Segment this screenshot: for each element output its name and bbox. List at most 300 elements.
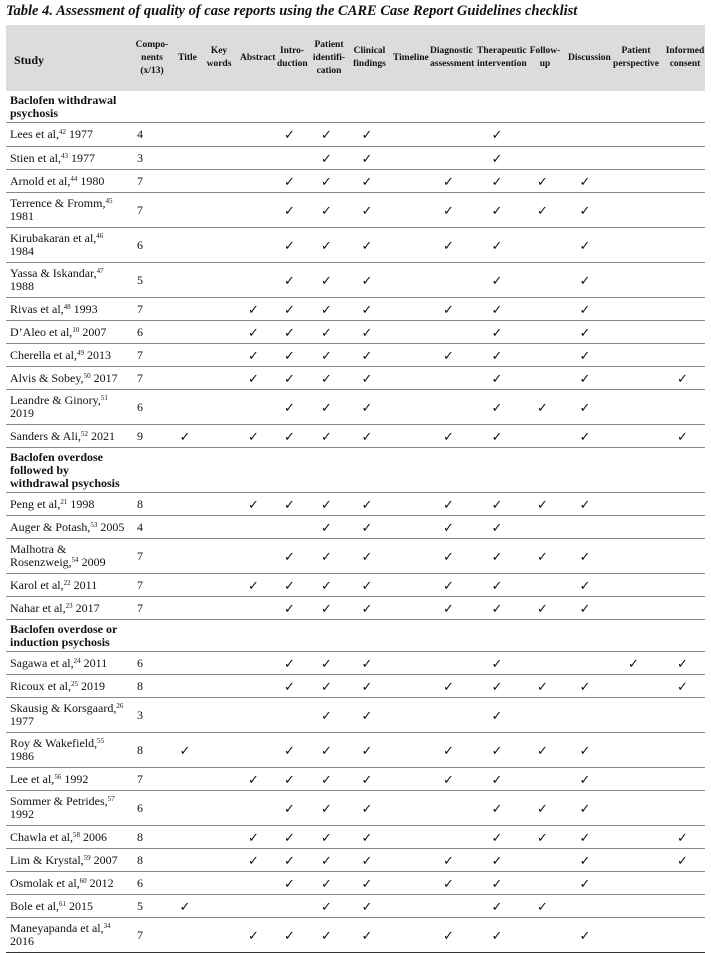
empty-cell: [607, 390, 660, 425]
check-mark-icon: ✓: [307, 675, 346, 698]
empty-cell: [522, 298, 563, 321]
check-mark-icon: ✓: [307, 170, 346, 193]
study-author: Terrence & Fromm,: [10, 196, 106, 210]
study-year: 1986: [10, 736, 108, 763]
check-mark-icon: ✓: [425, 493, 472, 516]
col-header-timeline: Timeline: [388, 25, 425, 91]
check-mark-icon: ✓: [346, 826, 388, 849]
empty-cell: [607, 733, 660, 768]
empty-cell: [607, 228, 660, 263]
empty-cell: [607, 895, 660, 918]
empty-cell: [660, 390, 705, 425]
empty-cell: [388, 768, 425, 791]
empty-cell: [388, 574, 425, 597]
check-mark-icon: ✓: [472, 849, 522, 872]
study-year: 2013: [83, 347, 111, 362]
check-mark-icon: ✓: [425, 733, 472, 768]
check-mark-icon: ✓: [660, 675, 705, 698]
empty-cell: [660, 872, 705, 895]
check-mark-icon: ✓: [307, 597, 346, 620]
empty-cell: [172, 263, 198, 298]
empty-cell: [198, 733, 235, 768]
empty-cell: [235, 698, 272, 733]
check-mark-icon: ✓: [272, 652, 307, 675]
empty-cell: [563, 516, 607, 539]
check-mark-icon: ✓: [472, 228, 522, 263]
study-cell: [6, 321, 127, 344]
empty-cell: [172, 493, 198, 516]
check-mark-icon: ✓: [346, 123, 388, 147]
check-mark-icon: ✓: [307, 733, 346, 768]
empty-cell: [607, 872, 660, 895]
empty-cell: [563, 123, 607, 147]
study-year: 1977: [65, 127, 93, 141]
empty-cell: [425, 147, 472, 170]
empty-cell: [235, 516, 272, 539]
check-mark-icon: ✓: [172, 425, 198, 448]
check-mark-icon: ✓: [346, 321, 388, 344]
table-row: [6, 298, 705, 321]
check-mark-icon: ✓: [563, 574, 607, 597]
components-count: 3: [127, 147, 172, 170]
check-mark-icon: ✓: [272, 539, 307, 574]
study-cell: [6, 574, 127, 597]
empty-cell: [172, 123, 198, 147]
check-mark-icon: ✓: [563, 768, 607, 791]
check-mark-icon: ✓: [307, 849, 346, 872]
check-mark-icon: ✓: [522, 193, 563, 228]
empty-cell: [522, 918, 563, 953]
study-year: 2015: [65, 898, 93, 913]
empty-cell: [235, 147, 272, 170]
check-mark-icon: ✓: [307, 298, 346, 321]
reference-number: 57: [107, 795, 115, 803]
col-header-follow-up: Follow-up: [522, 25, 563, 91]
check-mark-icon: ✓: [307, 768, 346, 791]
reference-number: 47: [96, 267, 104, 275]
empty-cell: [235, 539, 272, 574]
check-mark-icon: ✓: [307, 539, 346, 574]
check-mark-icon: ✓: [472, 652, 522, 675]
study-author: Maneyapanda et al,: [10, 921, 104, 935]
components-count: 6: [127, 652, 172, 675]
col-header-informed-consent: Informed consent: [660, 25, 705, 91]
components-count: 8: [127, 826, 172, 849]
table-row: [6, 147, 705, 170]
table-row: [6, 425, 705, 448]
reference-number: 26: [116, 702, 124, 710]
check-mark-icon: ✓: [346, 872, 388, 895]
empty-cell: [172, 193, 198, 228]
empty-cell: [172, 918, 198, 953]
check-mark-icon: ✓: [425, 425, 472, 448]
study-year: 2017: [72, 600, 100, 615]
check-mark-icon: ✓: [272, 390, 307, 425]
empty-cell: [522, 698, 563, 733]
study-cell: [6, 539, 127, 574]
table-row: [6, 733, 705, 768]
empty-cell: [563, 652, 607, 675]
empty-cell: [198, 390, 235, 425]
empty-cell: [522, 344, 563, 367]
empty-cell: [272, 147, 307, 170]
empty-cell: [660, 170, 705, 193]
check-mark-icon: ✓: [346, 298, 388, 321]
check-mark-icon: ✓: [563, 539, 607, 574]
study-author: Osmolak et al,: [10, 875, 80, 890]
empty-cell: [607, 147, 660, 170]
table-row: [6, 597, 705, 620]
empty-cell: [522, 872, 563, 895]
components-count: 3: [127, 698, 172, 733]
table-row: [6, 675, 705, 698]
empty-cell: [660, 768, 705, 791]
empty-cell: [425, 390, 472, 425]
section-spacer: [127, 620, 705, 652]
components-count: 7: [127, 597, 172, 620]
empty-cell: [563, 698, 607, 733]
empty-cell: [172, 768, 198, 791]
empty-cell: [172, 597, 198, 620]
reference-number: 61: [58, 899, 66, 908]
components-count: 8: [127, 493, 172, 516]
check-mark-icon: ✓: [522, 170, 563, 193]
check-mark-icon: ✓: [235, 918, 272, 953]
check-mark-icon: ✓: [425, 872, 472, 895]
empty-cell: [198, 147, 235, 170]
check-mark-icon: ✓: [563, 849, 607, 872]
empty-cell: [425, 698, 472, 733]
check-mark-icon: ✓: [425, 768, 472, 791]
check-mark-icon: ✓: [307, 193, 346, 228]
study-author: Lee et al,: [10, 771, 55, 786]
empty-cell: [388, 170, 425, 193]
empty-cell: [425, 895, 472, 918]
empty-cell: [172, 652, 198, 675]
empty-cell: [388, 344, 425, 367]
empty-cell: [660, 574, 705, 597]
components-count: 6: [127, 872, 172, 895]
empty-cell: [172, 872, 198, 895]
study-year: 1981: [10, 196, 116, 223]
check-mark-icon: ✓: [563, 367, 607, 390]
reference-number: 34: [103, 922, 111, 930]
check-mark-icon: ✓: [472, 193, 522, 228]
check-mark-icon: ✓: [563, 597, 607, 620]
check-mark-icon: ✓: [425, 849, 472, 872]
check-mark-icon: ✓: [563, 733, 607, 768]
study-cell: [6, 516, 127, 539]
check-mark-icon: ✓: [307, 516, 346, 539]
empty-cell: [388, 228, 425, 263]
empty-cell: [522, 263, 563, 298]
components-count: 6: [127, 228, 172, 263]
check-mark-icon: ✓: [425, 344, 472, 367]
empty-cell: [660, 698, 705, 733]
reference-number: 60: [79, 876, 87, 885]
empty-cell: [198, 170, 235, 193]
study-author: Malhotra & Rosenzweig,: [10, 542, 72, 569]
check-mark-icon: ✓: [563, 390, 607, 425]
study-author: Sommer & Petrides,: [10, 794, 108, 808]
empty-cell: [660, 516, 705, 539]
check-mark-icon: ✓: [472, 170, 522, 193]
check-mark-icon: ✓: [235, 826, 272, 849]
reference-number: 24: [73, 656, 81, 665]
study-year: 2005: [97, 519, 125, 534]
check-mark-icon: ✓: [472, 791, 522, 826]
empty-cell: [607, 344, 660, 367]
empty-cell: [235, 652, 272, 675]
table-caption: Table 4. Assessment of quality of case reports using the CARE Case Report Guidelines checklist: [6, 3, 578, 19]
check-mark-icon: ✓: [272, 826, 307, 849]
components-count: 7: [127, 344, 172, 367]
check-mark-icon: ✓: [425, 193, 472, 228]
reference-number: 45: [105, 197, 113, 205]
check-mark-icon: ✓: [307, 895, 346, 918]
empty-cell: [607, 539, 660, 574]
header-row: [6, 25, 705, 91]
empty-cell: [172, 344, 198, 367]
check-mark-icon: ✓: [346, 539, 388, 574]
study-cell: [6, 425, 127, 448]
check-mark-icon: ✓: [346, 390, 388, 425]
empty-cell: [522, 652, 563, 675]
check-mark-icon: ✓: [235, 344, 272, 367]
reference-number: 59: [83, 853, 91, 862]
check-mark-icon: ✓: [563, 872, 607, 895]
empty-cell: [198, 597, 235, 620]
empty-cell: [172, 675, 198, 698]
section-title: Baclofen overdose or induction psychosis: [6, 620, 127, 652]
check-mark-icon: ✓: [346, 516, 388, 539]
study-year: 2016: [10, 921, 114, 948]
check-mark-icon: ✓: [307, 791, 346, 826]
check-mark-icon: ✓: [472, 516, 522, 539]
col-header-patient-perspective: Patient perspective: [607, 25, 660, 91]
check-mark-icon: ✓: [522, 539, 563, 574]
components-count: 5: [127, 895, 172, 918]
empty-cell: [607, 298, 660, 321]
check-mark-icon: ✓: [660, 849, 705, 872]
empty-cell: [607, 425, 660, 448]
check-mark-icon: ✓: [563, 918, 607, 953]
empty-cell: [198, 895, 235, 918]
empty-cell: [660, 298, 705, 321]
check-mark-icon: ✓: [472, 733, 522, 768]
table-row: [6, 895, 705, 918]
study-author: Arnold et al,: [10, 173, 71, 188]
empty-cell: [388, 872, 425, 895]
check-mark-icon: ✓: [425, 597, 472, 620]
empty-cell: [172, 170, 198, 193]
table-row: [6, 791, 705, 826]
empty-cell: [388, 390, 425, 425]
study-author: D’Aleo et al,: [10, 324, 73, 339]
check-mark-icon: ✓: [272, 918, 307, 953]
table-row: [6, 516, 705, 539]
empty-cell: [660, 263, 705, 298]
check-mark-icon: ✓: [425, 516, 472, 539]
col-header-diagnostic-assessment: Diagnostic assessment: [425, 25, 472, 91]
empty-cell: [235, 895, 272, 918]
check-mark-icon: ✓: [272, 321, 307, 344]
table-row: [6, 768, 705, 791]
empty-cell: [388, 425, 425, 448]
components-count: 7: [127, 298, 172, 321]
check-mark-icon: ✓: [563, 228, 607, 263]
check-mark-icon: ✓: [472, 263, 522, 298]
empty-cell: [388, 918, 425, 953]
study-cell: [6, 597, 127, 620]
check-mark-icon: ✓: [172, 895, 198, 918]
check-mark-icon: ✓: [272, 425, 307, 448]
check-mark-icon: ✓: [563, 425, 607, 448]
check-mark-icon: ✓: [307, 652, 346, 675]
empty-cell: [198, 298, 235, 321]
empty-cell: [522, 516, 563, 539]
empty-cell: [607, 826, 660, 849]
study-cell: [6, 733, 127, 768]
study-author: Karol et al,: [10, 577, 64, 592]
check-mark-icon: ✓: [472, 895, 522, 918]
check-mark-icon: ✓: [272, 367, 307, 390]
check-mark-icon: ✓: [522, 826, 563, 849]
empty-cell: [607, 193, 660, 228]
section-spacer: [127, 448, 705, 493]
empty-cell: [607, 263, 660, 298]
check-mark-icon: ✓: [425, 675, 472, 698]
study-author: Cherella et al,: [10, 347, 77, 362]
col-header-study: Study: [6, 25, 127, 91]
empty-cell: [198, 675, 235, 698]
check-mark-icon: ✓: [563, 321, 607, 344]
components-count: 6: [127, 791, 172, 826]
empty-cell: [198, 493, 235, 516]
empty-cell: [660, 791, 705, 826]
check-mark-icon: ✓: [307, 872, 346, 895]
empty-cell: [172, 367, 198, 390]
empty-cell: [607, 791, 660, 826]
check-mark-icon: ✓: [346, 344, 388, 367]
study-author: Kirubakaran et al,: [10, 231, 97, 245]
check-mark-icon: ✓: [346, 193, 388, 228]
study-cell: [6, 123, 127, 147]
check-mark-icon: ✓: [660, 826, 705, 849]
reference-number: 23: [65, 601, 73, 610]
check-mark-icon: ✓: [425, 228, 472, 263]
check-mark-icon: ✓: [425, 298, 472, 321]
check-mark-icon: ✓: [346, 698, 388, 733]
empty-cell: [388, 733, 425, 768]
table-row: [6, 390, 705, 425]
study-author: Ricoux et al,: [10, 678, 71, 693]
empty-cell: [388, 849, 425, 872]
table-row: [6, 193, 705, 228]
study-cell: [6, 263, 127, 298]
check-mark-icon: ✓: [472, 918, 522, 953]
check-mark-icon: ✓: [346, 147, 388, 170]
empty-cell: [522, 849, 563, 872]
section-spacer: [127, 91, 705, 123]
empty-cell: [388, 493, 425, 516]
table-row: [6, 263, 705, 298]
components-count: 7: [127, 170, 172, 193]
empty-cell: [272, 698, 307, 733]
components-count: 4: [127, 123, 172, 147]
check-mark-icon: ✓: [272, 597, 307, 620]
check-mark-icon: ✓: [272, 733, 307, 768]
empty-cell: [425, 321, 472, 344]
empty-cell: [607, 675, 660, 698]
col-header-keywords: Key words: [198, 25, 235, 91]
empty-cell: [607, 768, 660, 791]
empty-cell: [235, 733, 272, 768]
col-header-clinical-findings: Clinical findings: [346, 25, 388, 91]
col-header-discussion: Discussion: [563, 25, 607, 91]
reference-number: 53: [90, 520, 98, 529]
table-row: [6, 228, 705, 263]
study-cell: [6, 344, 127, 367]
study-cell: [6, 170, 127, 193]
check-mark-icon: ✓: [346, 849, 388, 872]
check-mark-icon: ✓: [346, 675, 388, 698]
empty-cell: [660, 895, 705, 918]
check-mark-icon: ✓: [472, 147, 522, 170]
study-author: Stien et al,: [10, 150, 61, 165]
check-mark-icon: ✓: [307, 344, 346, 367]
empty-cell: [388, 193, 425, 228]
study-cell: [6, 698, 127, 733]
empty-cell: [172, 791, 198, 826]
empty-cell: [198, 228, 235, 263]
empty-cell: [607, 516, 660, 539]
empty-cell: [388, 321, 425, 344]
empty-cell: [388, 539, 425, 574]
study-cell: [6, 895, 127, 918]
study-author: Sagawa et al,: [10, 655, 74, 670]
check-mark-icon: ✓: [472, 675, 522, 698]
study-cell: [6, 849, 127, 872]
col-header-title: Title: [172, 25, 198, 91]
check-mark-icon: ✓: [235, 298, 272, 321]
empty-cell: [388, 698, 425, 733]
check-mark-icon: ✓: [346, 895, 388, 918]
empty-cell: [235, 123, 272, 147]
study-cell: [6, 768, 127, 791]
check-mark-icon: ✓: [235, 768, 272, 791]
check-mark-icon: ✓: [563, 675, 607, 698]
components-count: 6: [127, 390, 172, 425]
empty-cell: [198, 123, 235, 147]
check-mark-icon: ✓: [307, 263, 346, 298]
empty-cell: [660, 733, 705, 768]
check-mark-icon: ✓: [425, 539, 472, 574]
reference-number: 10: [72, 325, 80, 334]
empty-cell: [522, 147, 563, 170]
check-mark-icon: ✓: [346, 228, 388, 263]
table-body: [6, 91, 705, 953]
components-count: 7: [127, 768, 172, 791]
check-mark-icon: ✓: [346, 791, 388, 826]
components-count: 5: [127, 263, 172, 298]
table-row: [6, 123, 705, 147]
check-mark-icon: ✓: [472, 298, 522, 321]
empty-cell: [607, 918, 660, 953]
study-cell: [6, 228, 127, 263]
table-row: [6, 826, 705, 849]
check-mark-icon: ✓: [272, 574, 307, 597]
